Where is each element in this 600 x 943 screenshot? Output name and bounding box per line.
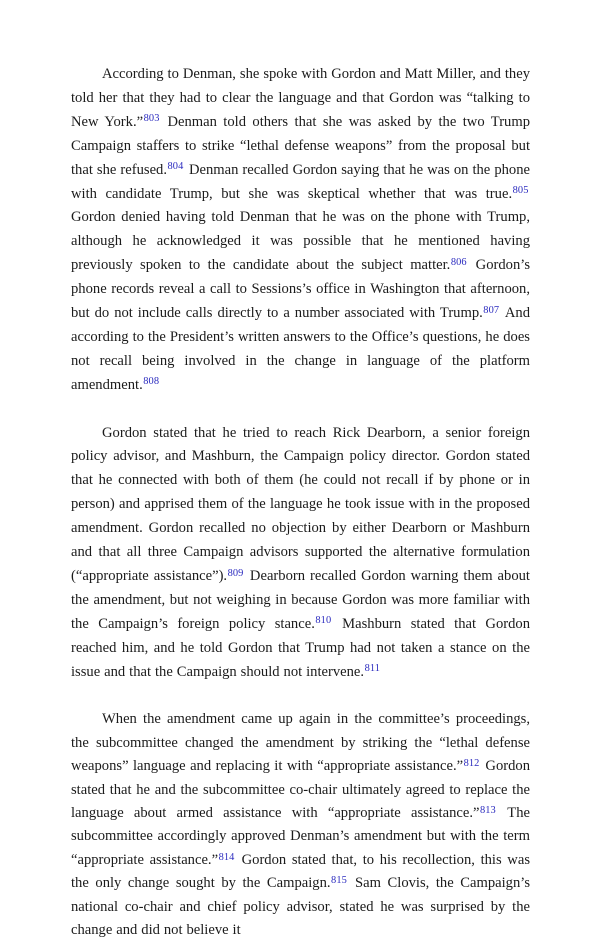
text-run: Gordon’s phone records reveal a call to Sessions’s office in Washington that afternoon, but do not include calls directly to a number associated with Trump.	[71, 257, 531, 322]
text-run: Denman told others that she was asked by the two Trump Campaign staffers to strike “lethal defense weapons” from the proposal but that she refused.	[71, 113, 530, 178]
footnote-reference-810[interactable]: 810	[315, 615, 332, 627]
footnote-reference-809[interactable]: 809	[227, 567, 244, 579]
footnote-reference-804[interactable]: 804	[167, 161, 184, 173]
footnote-reference-807[interactable]: 807	[483, 304, 500, 316]
text-run: Mashburn stated that Gordon reached him, and he told Gordon that Trump had not taken a stance on the issue and that the Campaign should not intervene.	[71, 615, 530, 680]
text-run: When the amendment came up again in the committee’s proceedings, the subcommittee changed the amendment by striking the “lethal defense weapons” language and replacing it with “appropriate assistance.”	[71, 711, 530, 775]
text-run: Dearborn recalled Gordon warning them about the amendment, but not weighing in because Gordon was more familiar with the Campaign’s foreign policy stance.	[71, 568, 530, 632]
footnote-reference-808[interactable]: 808	[143, 376, 160, 388]
text-run: Gordon stated that he tried to reach Rick Dearborn, a senior foreign policy advisor, and Mashburn, the Campaign policy director. Gordon stated that he connected with both of them (he could not recall if by phone or in person) and apprised them of the language he took issue with in the proposed amendment. Gordon recalled no objection by either Dearborn or Mashburn and that all three Campaign advisors supported the alternative formulation (“appropriate assistance”).	[71, 424, 530, 585]
footnote-reference-803[interactable]: 803	[143, 113, 160, 125]
paragraph-2	[71, 422, 530, 685]
paragraph-1	[71, 63, 530, 398]
text-run: And according to the President’s written answers to the Office’s questions, he does not recall being involved in the change in language of the platform amendment.	[71, 305, 530, 393]
paragraph-3	[71, 708, 530, 942]
text-run: According to Denman, she spoke with Gordon and Matt Miller, and they told her that they had to clear the language and that Gordon was “talking to New York.”	[71, 66, 530, 130]
footnote-reference-814[interactable]: 814	[218, 851, 235, 863]
text-run: Sam Clovis, the Campaign’s national co-chair and chief policy advisor, stated he was surprised by the change and did not believe it	[71, 875, 530, 939]
footnote-reference-811[interactable]: 811	[364, 663, 381, 675]
footnote-reference-805[interactable]: 805	[512, 185, 529, 197]
footnote-reference-812[interactable]: 812	[463, 757, 480, 769]
text-run: Gordon stated that, to his recollection, this was the only change sought by the Campaign.	[71, 851, 530, 892]
text-run: Denman recalled Gordon saying that he was on the phone with candidate Trump, but she was skeptical whether that was true.	[71, 161, 530, 202]
text-run: Gordon denied having told Denman that he was on the phone with Trump, although he acknowledged it was possible that he mentioned having previously spoken to the candidate about the subject matter.	[71, 209, 530, 274]
text-run: Gordon stated that he and the subcommittee co-chair ultimately agreed to replace the language about armed assistance with “appropriate assistance.”	[71, 758, 531, 822]
footnote-reference-806[interactable]: 806	[450, 256, 467, 268]
body-text-column	[71, 63, 530, 943]
text-run: The subcommittee accordingly approved Denman’s amendment but with the term “appropriate assistance.”	[71, 805, 530, 868]
footnote-reference-815[interactable]: 815	[331, 874, 347, 886]
footnote-reference-813[interactable]: 813	[479, 804, 496, 816]
